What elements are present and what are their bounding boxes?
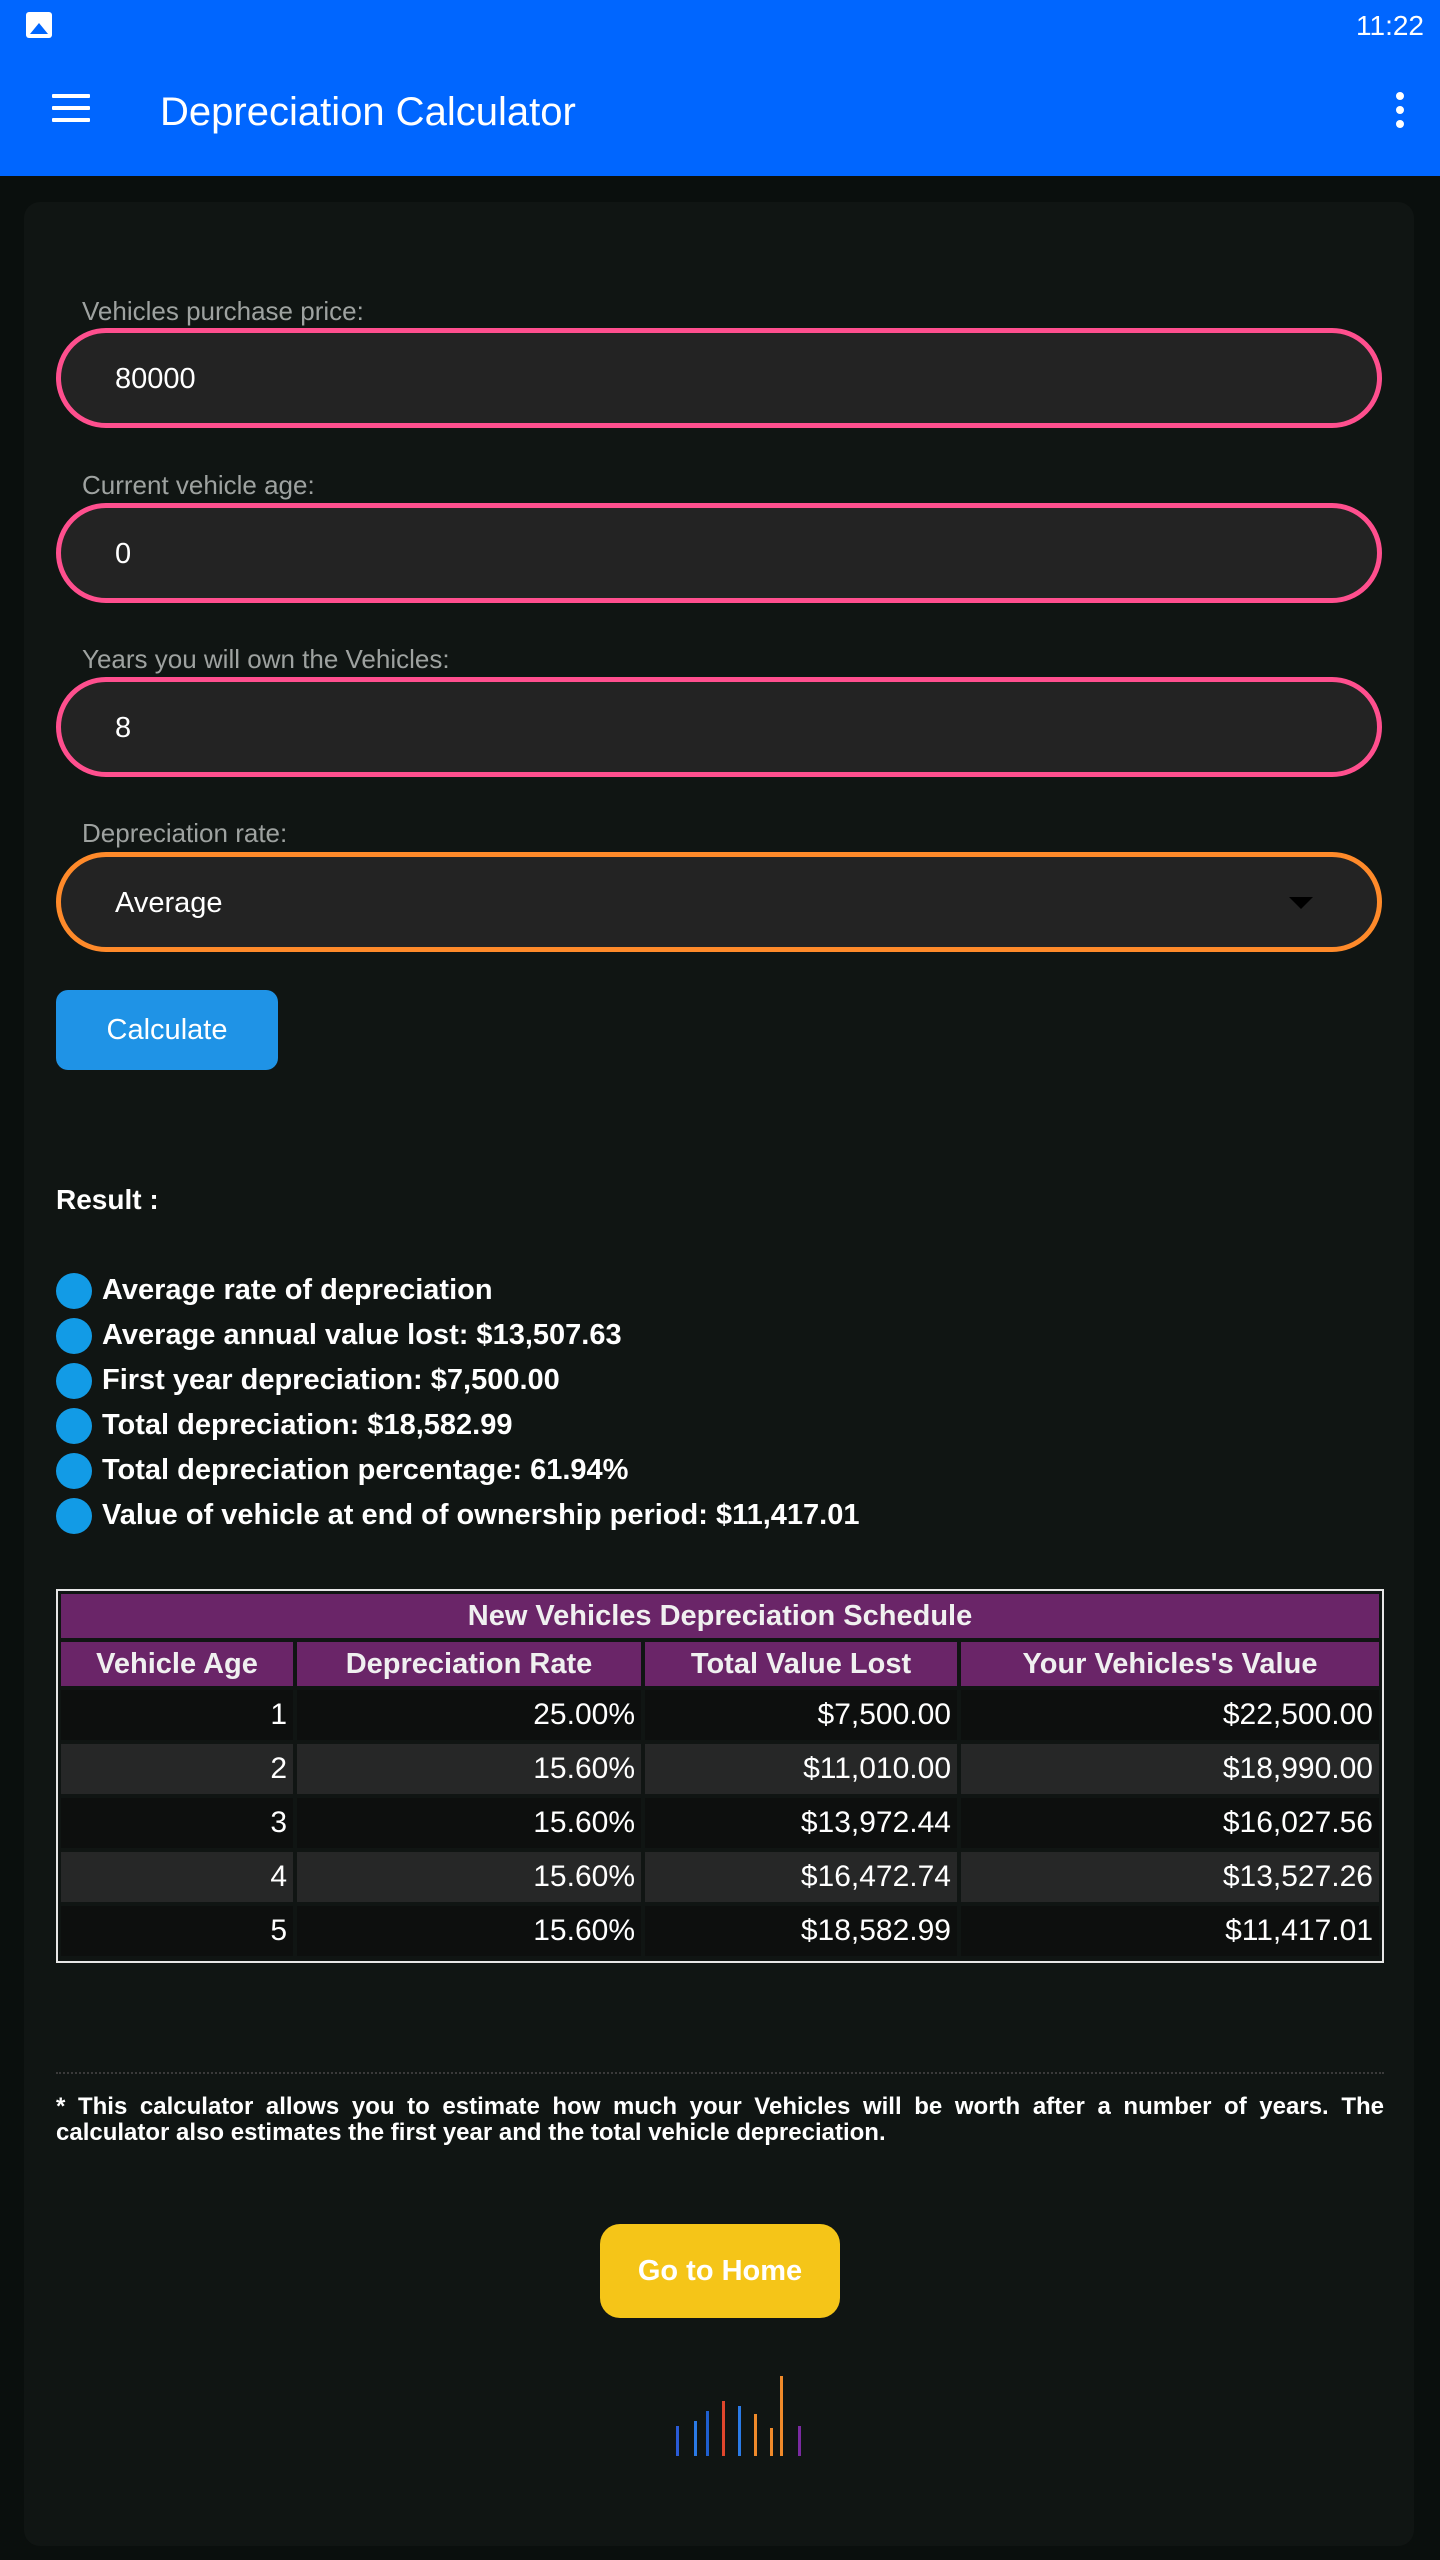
table-row bbox=[61, 1744, 1379, 1794]
go-to-home-button[interactable]: Go to Home bbox=[600, 2224, 840, 2318]
result-item: First year depreciation: $7,500.00 bbox=[56, 1358, 860, 1403]
result-item: Total depreciation percentage: 61.94% bbox=[56, 1448, 860, 1493]
table-cell: $13,972.44 bbox=[645, 1798, 957, 1848]
column-header: Vehicle Age bbox=[61, 1642, 293, 1686]
column-header: Your Vehicles's Value bbox=[961, 1642, 1379, 1686]
table-row bbox=[61, 1690, 1379, 1740]
bullet-icon bbox=[56, 1408, 92, 1444]
table-cell: 15.60% bbox=[297, 1906, 641, 1956]
depreciation-rate-label: Depreciation rate: bbox=[82, 818, 288, 848]
calculate-button[interactable]: Calculate bbox=[56, 990, 278, 1070]
result-list bbox=[56, 1268, 860, 1538]
status-time: 11:22 bbox=[1356, 10, 1424, 41]
result-item: Average rate of depreciation bbox=[56, 1268, 860, 1313]
column-header: Depreciation Rate bbox=[297, 1642, 641, 1686]
result-item: Average annual value lost: $13,507.63 bbox=[56, 1313, 860, 1358]
column-header: Total Value Lost bbox=[645, 1642, 957, 1686]
years-own-value: 8 bbox=[115, 712, 132, 744]
bullet-icon bbox=[56, 1273, 92, 1309]
result-item: Total depreciation: $18,582.99 bbox=[56, 1403, 860, 1448]
status-bar bbox=[0, 0, 1440, 52]
depreciation-rate-select[interactable] bbox=[56, 852, 1382, 952]
table-cell: $16,027.56 bbox=[961, 1798, 1379, 1848]
table-cell: 15.60% bbox=[297, 1852, 641, 1902]
more-vert-icon[interactable] bbox=[1394, 92, 1406, 132]
result-item: Value of vehicle at end of ownership period: $11,417.01 bbox=[56, 1493, 860, 1538]
table-cell: 3 bbox=[61, 1798, 293, 1848]
current-age-label: Current vehicle age: bbox=[82, 470, 315, 500]
purchase-price-label: Vehicles purchase price: bbox=[82, 296, 364, 326]
dropdown-arrow-icon bbox=[1289, 897, 1313, 909]
bullet-icon bbox=[56, 1453, 92, 1489]
years-own-input[interactable] bbox=[56, 677, 1382, 777]
bullet-icon bbox=[56, 1498, 92, 1534]
table-cell: $11,417.01 bbox=[961, 1906, 1379, 1956]
table-row bbox=[61, 1906, 1379, 1956]
table-cell: 2 bbox=[61, 1744, 293, 1794]
table-cell: $18,582.99 bbox=[645, 1906, 957, 1956]
result-heading: Result : bbox=[56, 1184, 159, 1215]
table-cell: 25.00% bbox=[297, 1690, 641, 1740]
image-icon bbox=[26, 12, 52, 38]
table-cell: 1 bbox=[61, 1690, 293, 1740]
table-cell: $18,990.00 bbox=[961, 1744, 1379, 1794]
table-cell: 15.60% bbox=[297, 1744, 641, 1794]
divider bbox=[56, 2072, 1384, 2074]
calculator-note: * This calculator allows you to estimate how much your Vehicles will be worth after a number of years. The calculator also estimates the first year and the total vehicle depreciation. bbox=[56, 2093, 1384, 2146]
bullet-icon bbox=[56, 1363, 92, 1399]
hamburger-menu-icon[interactable] bbox=[52, 94, 92, 126]
table-cell: $22,500.00 bbox=[961, 1690, 1379, 1740]
table-cell: 4 bbox=[61, 1852, 293, 1902]
schedule-title: New Vehicles Depreciation Schedule bbox=[61, 1594, 1379, 1638]
table-cell: $13,527.26 bbox=[961, 1852, 1379, 1902]
loading-bars-icon bbox=[676, 2376, 812, 2456]
table-row bbox=[61, 1852, 1379, 1902]
bullet-icon bbox=[56, 1318, 92, 1354]
app-bar bbox=[0, 52, 1440, 176]
current-age-input[interactable] bbox=[56, 503, 1382, 603]
depreciation-rate-value: Average bbox=[115, 887, 223, 919]
purchase-price-value: 80000 bbox=[115, 363, 196, 395]
current-age-value: 0 bbox=[115, 538, 132, 570]
years-own-label: Years you will own the Vehicles: bbox=[82, 644, 450, 674]
table-cell: $11,010.00 bbox=[645, 1744, 957, 1794]
table-cell: 15.60% bbox=[297, 1798, 641, 1848]
table-row bbox=[61, 1798, 1379, 1848]
table-cell: $16,472.74 bbox=[645, 1852, 957, 1902]
table-cell: 5 bbox=[61, 1906, 293, 1956]
purchase-price-input[interactable] bbox=[56, 328, 1382, 428]
app-title: Depreciation Calculator bbox=[160, 90, 576, 134]
depreciation-schedule-table bbox=[56, 1589, 1384, 1963]
table-cell: $7,500.00 bbox=[645, 1690, 957, 1740]
